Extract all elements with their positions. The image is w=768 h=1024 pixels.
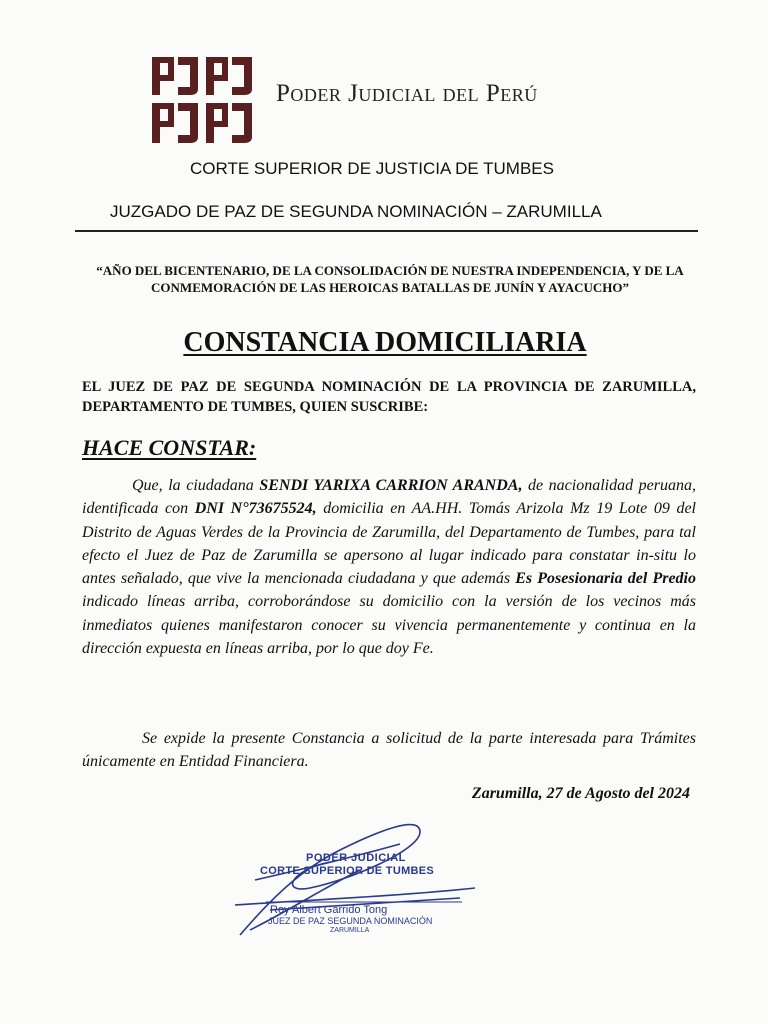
closing-text: Se expide la presente Constancia a solicitud de la parte interesada para Trámites únicamente en Entidad Financiera. [82,730,696,770]
judge-role: JUEZ DE PAZ SEGUNDA NOMINACIÓN [268,916,433,926]
dni-number: DNI N°73675524, [194,500,317,518]
possession-statement: Es Posesionaria del Predio [515,570,696,588]
office-name: JUZGADO DE PAZ DE SEGUNDA NOMINACIÓN – ZARUMILLA [110,202,602,221]
text-segment: de nacionalidad peruana, identificada con [82,477,697,518]
text-segment: Que, la ciudadana [132,477,260,494]
judge-place: ZARUMILLA [330,927,370,934]
poder-judicial-logo [150,55,256,145]
institution-name: Poder Judicial del Perú [276,80,538,107]
intro-paragraph: EL JUEZ DE PAZ DE SEGUNDA NOMINACIÓN DE LA PROVINCIA DE ZARUMILLA, DEPARTAMENTO DE TUMBES, QUIEN SUSCRIBE: [82,379,696,415]
judge-stamp-signature [230,810,500,950]
header-divider [75,230,698,232]
judge-name: Roy Albert Garrido Tong [270,904,388,916]
court-name: CORTE SUPERIOR DE JUSTICIA DE TUMBES [190,159,554,178]
closing-paragraph [82,727,696,773]
main-paragraph [82,474,696,660]
document-title: CONSTANCIA DOMICILIARIA [183,327,587,358]
stamp-line-2: CORTE SUPERIOR DE TUMBES [260,865,435,877]
year-motto: “AÑO DEL BICENTENARIO, DE LA CONSOLIDACIÓN DE NUESTRA INDEPENDENCIA, Y DE LA CONMEMORACIÓN DE LAS HEROICAS BATALLAS DE JUNÍN Y AYACUCHO” [96,263,684,295]
citizen-name: SENDI YARIXA CARRION ARANDA, [259,477,523,494]
text-segment: indicado líneas arriba, corroborándose su domicilio con la versión de los vecinos más inmediatos quienes manifestaron conocer su vivencia permanentemente y continua en la dirección expuesta en líneas arriba, por lo que doy Fe. [82,593,696,658]
stamp-line-1: PODER JUDICIAL [306,852,406,864]
hace-constar-heading: HACE CONSTAR: [82,435,257,460]
text-segment: domicilia en AA.HH. Tomás Arizola Mz 19 Lote 09 del Distrito de Aguas Verdes de la Provincia de Zarumilla, del Departamento de Tumbes, para tal efecto el Juez de Paz de Zarumilla se apersono al lugar indicado para constatar in-situ lo antes señalado, que vive la mencionada ciudadana y que además [82,500,697,588]
issue-date: Zarumilla, 27 de Agosto del 2024 [471,785,690,802]
